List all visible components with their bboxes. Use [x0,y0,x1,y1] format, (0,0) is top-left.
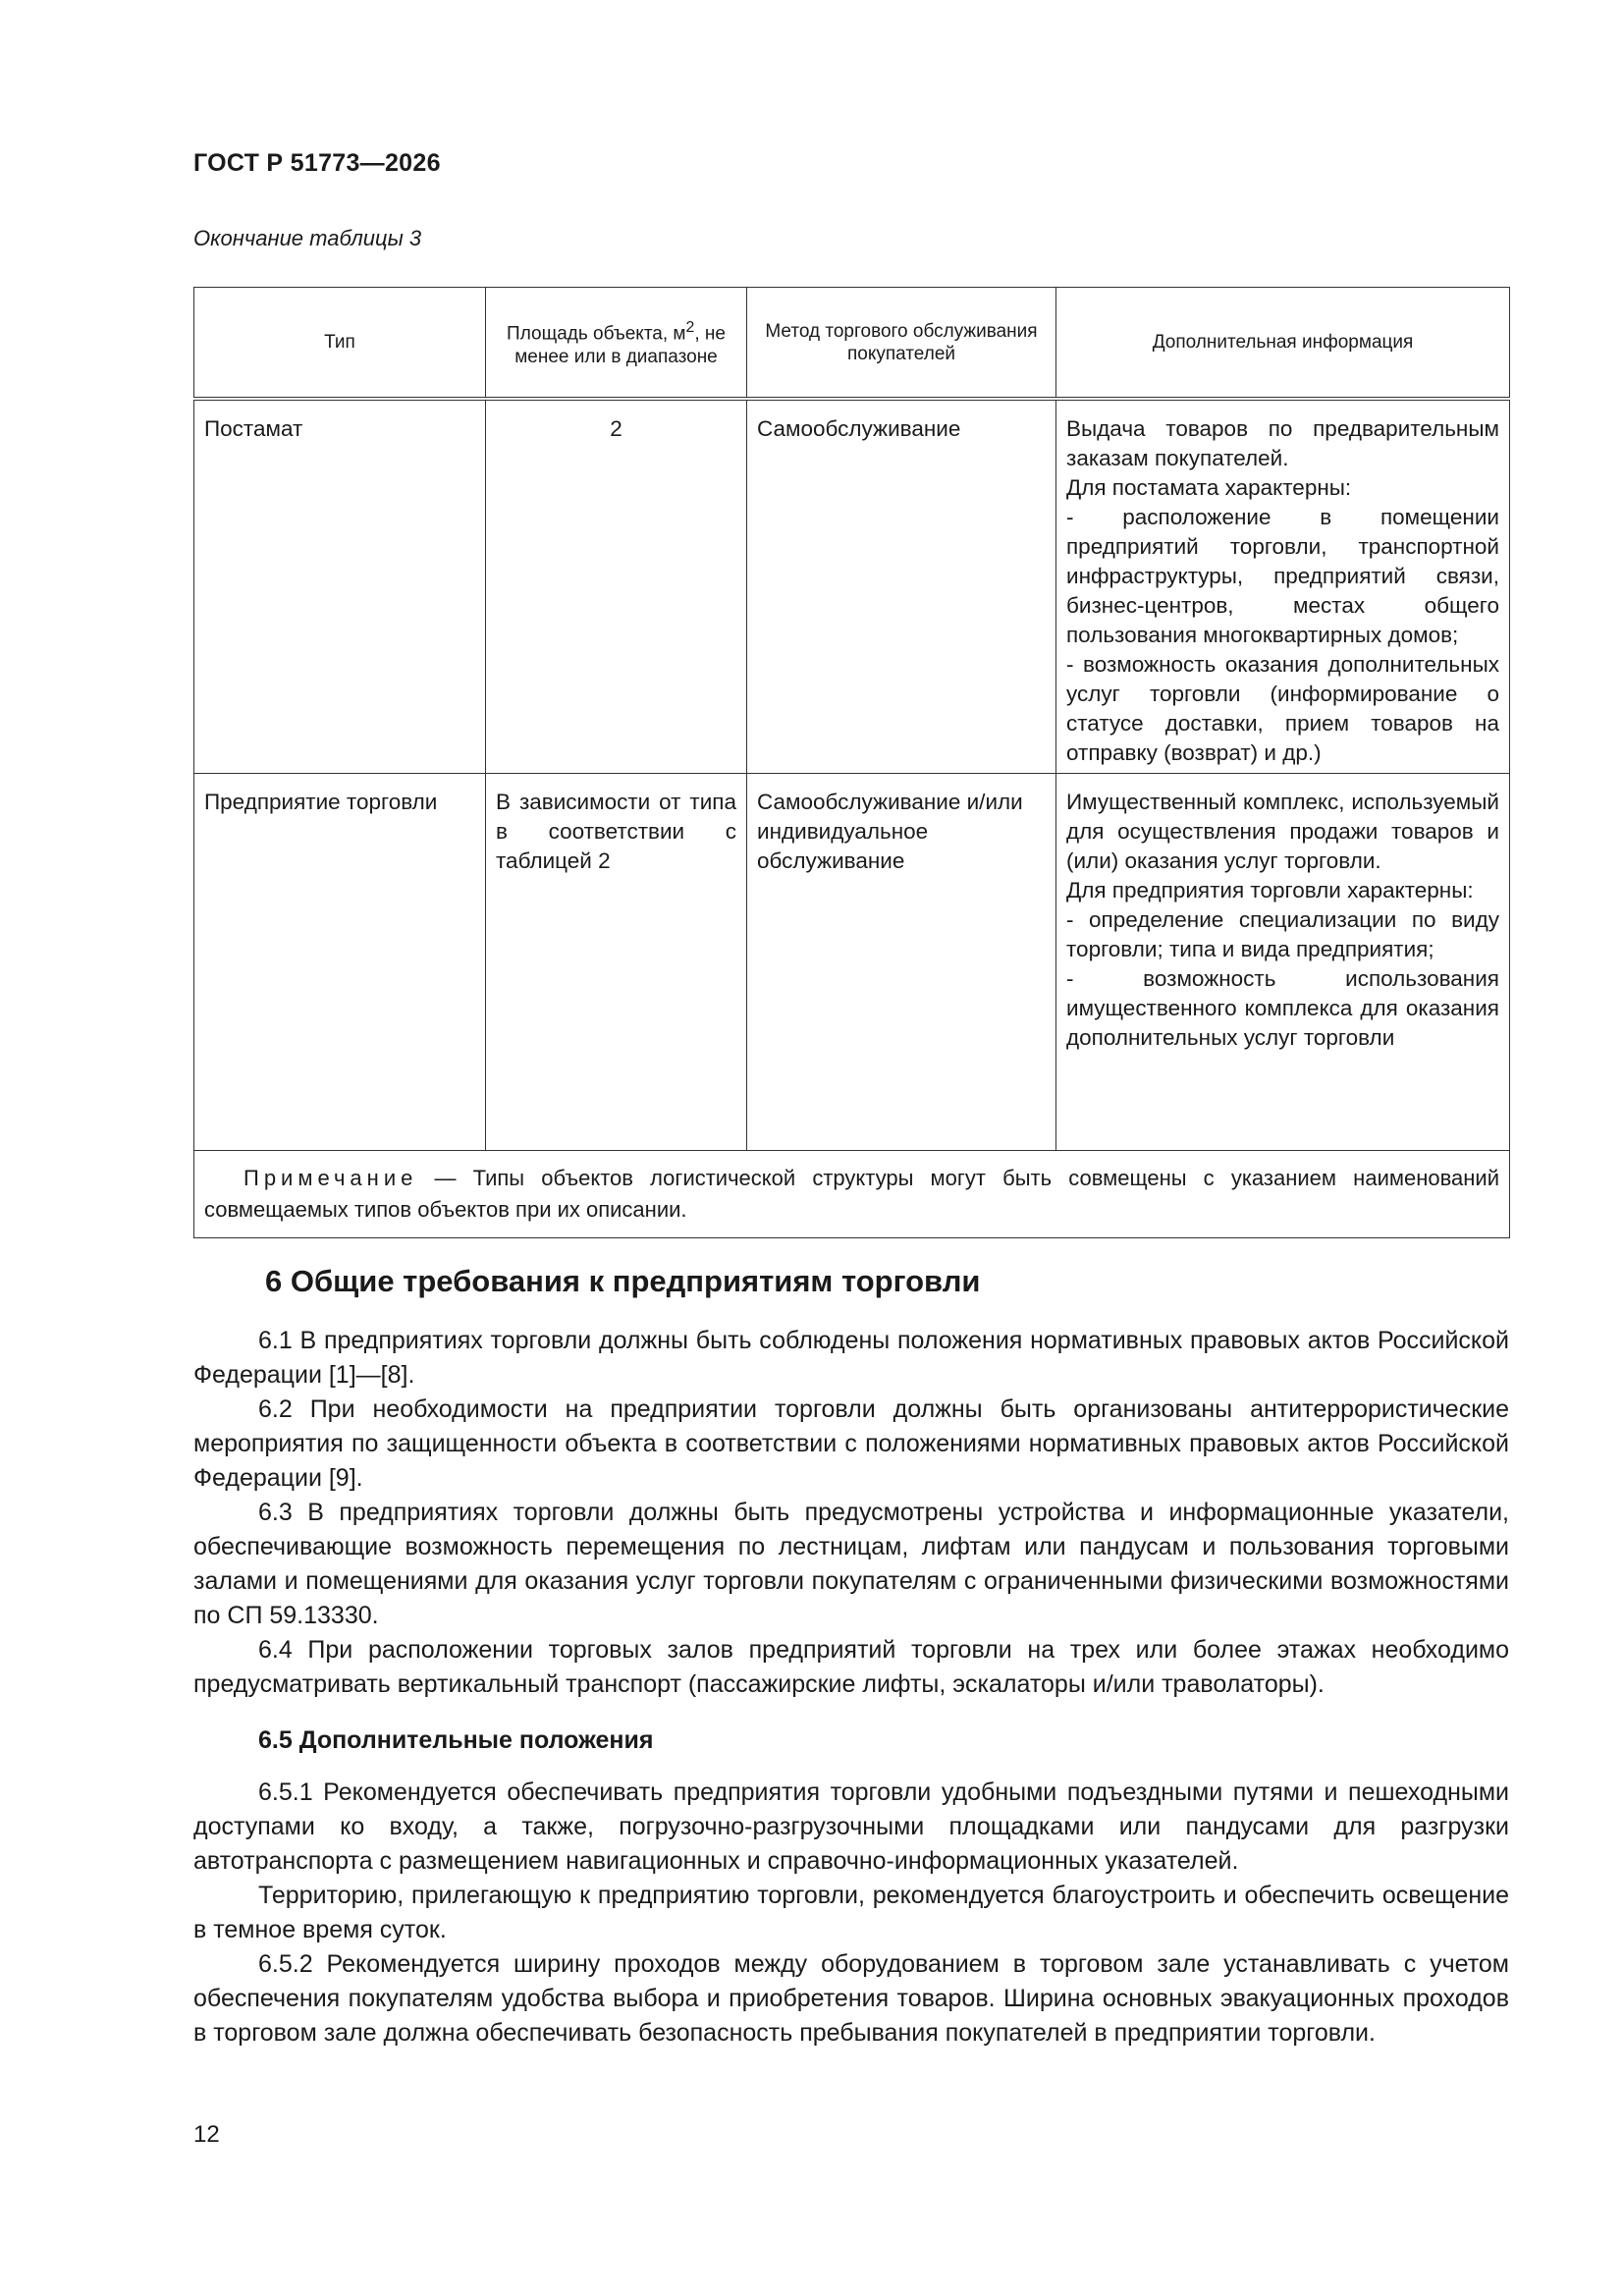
subsection-title: 6.5 Дополнительные положения [258,1726,654,1754]
paragraph-territory: Территорию, прилегающую к предприятию торговли, рекомендуется благоустроить и обеспечить освещение в темное время суток. [193,1882,1509,1943]
note-label: Примечание [243,1165,418,1190]
table-row [194,399,1510,773]
table-note-row [194,1150,1510,1237]
column-header-method: Метод торгового обслуживания покупателей [747,288,1056,400]
cell-method: Самообслуживание [747,399,1056,773]
cell-area: В зависимости от типа в соответствии с таблицей 2 [486,773,747,1150]
paragraph-6-4: 6.4 При расположении торговых залов предприятий торговли на трех или более этажах необходимо предусматривать вертикальный транспорт (пассажирские лифты, эскалаторы и/или траволаторы). [193,1636,1509,1698]
table-3 [193,287,1510,1238]
cell-type: Предприятие торговли [194,773,486,1150]
section-title: 6 Общие требования к предприятиям торговли [265,1264,981,1298]
table-note [194,1150,1510,1237]
cell-method: Самообслуживание и/или индивидуальное обслуживание [747,773,1056,1150]
paragraph-6-2: 6.2 При необходимости на предприятии торговли должны быть организованы антитеррористические мероприятия по защищенности объекта в соответствии с положениями нормативных правовых актов Российской Федерации [9]. [193,1395,1509,1492]
paragraph-6-1: 6.1 В предприятиях торговли должны быть соблюдены положения нормативных правовых актов Российской Федерации [1]—[8]. [193,1327,1509,1389]
info-line: Выдача товаров по предварительным заказам покупателей. [1066,416,1499,470]
note-text: — Типы объектов логистической структуры могут быть совмещены с указанием наименований совмещаемых типов объектов при их описании. [204,1165,1499,1222]
section-body [193,1324,1509,2050]
table-header-row [194,288,1510,400]
info-line: Имущественный комплекс, используемый для осуществления продажи товаров и (или) оказания услуг торговли. [1066,789,1499,873]
info-line: - возможность использования имущественного комплекса для оказания дополнительных услуг торговли [1066,965,1499,1050]
cell-info [1056,773,1510,1150]
column-header-info: Дополнительная информация [1056,288,1510,400]
paragraph-6-5-2: 6.5.2 Рекомендуется ширину проходов между оборудованием в торговом зале устанавливать с учетом обеспечения покупателям удобства выбора и приобретения товаров. Ширина основных эвакуационных проходов в торговом зале должна обеспечивать безопасность пребывания покупателей в предприятии торговли. [193,1950,1509,2047]
table-caption: Окончание таблицы 3 [193,226,422,250]
info-line: - расположение в помещении предприятий торговли, транспортной инфраструктуры, предприятий связи, бизнес-центров, местах общего пользования многоквартирных домов; [1066,505,1499,647]
paragraph-6-5-1: 6.5.1 Рекомендуется обеспечивать предприятия торговли удобными подъездными путями и пешеходными доступами ко входу, а также, погрузочно-разгрузочными площадками или пандусами для разгрузки автотранспорта с размещением навигационных и справочно-информационных указателей. [193,1778,1509,1875]
cell-info [1056,399,1510,773]
cell-type: Постамат [194,399,486,773]
column-header-area: Площадь объекта, $м^2$, не менее или в диапазоне [486,288,747,400]
info-line: - возможность оказания дополнительных услуг торговли (информирование о статусе доставки, прием товаров на отправку (возврат) и др.) [1066,652,1499,765]
info-line: Для постамата характерны: [1066,475,1352,500]
standard-id: ГОСТ Р 51773—2026 [193,149,441,177]
column-header-type: Тип [194,288,486,400]
info-line: - определение специализации по виду торговли; типа и вида предприятия; [1066,906,1499,961]
table-row [194,773,1510,1150]
page-number: 12 [193,2121,220,2148]
paragraph-6-3: 6.3 В предприятиях торговли должны быть предусмотрены устройства и информационные указатели, обеспечивающие возможность перемещения по лестницам, лифтам или пандусам и пользования торговыми залами и помещениями для оказания услуг торговли покупателям с ограниченными физическими возможностями по СП 59.13330. [193,1499,1509,1629]
cell-area: 2 [486,399,747,773]
info-line: Для предприятия торговли характерны: [1066,877,1474,902]
